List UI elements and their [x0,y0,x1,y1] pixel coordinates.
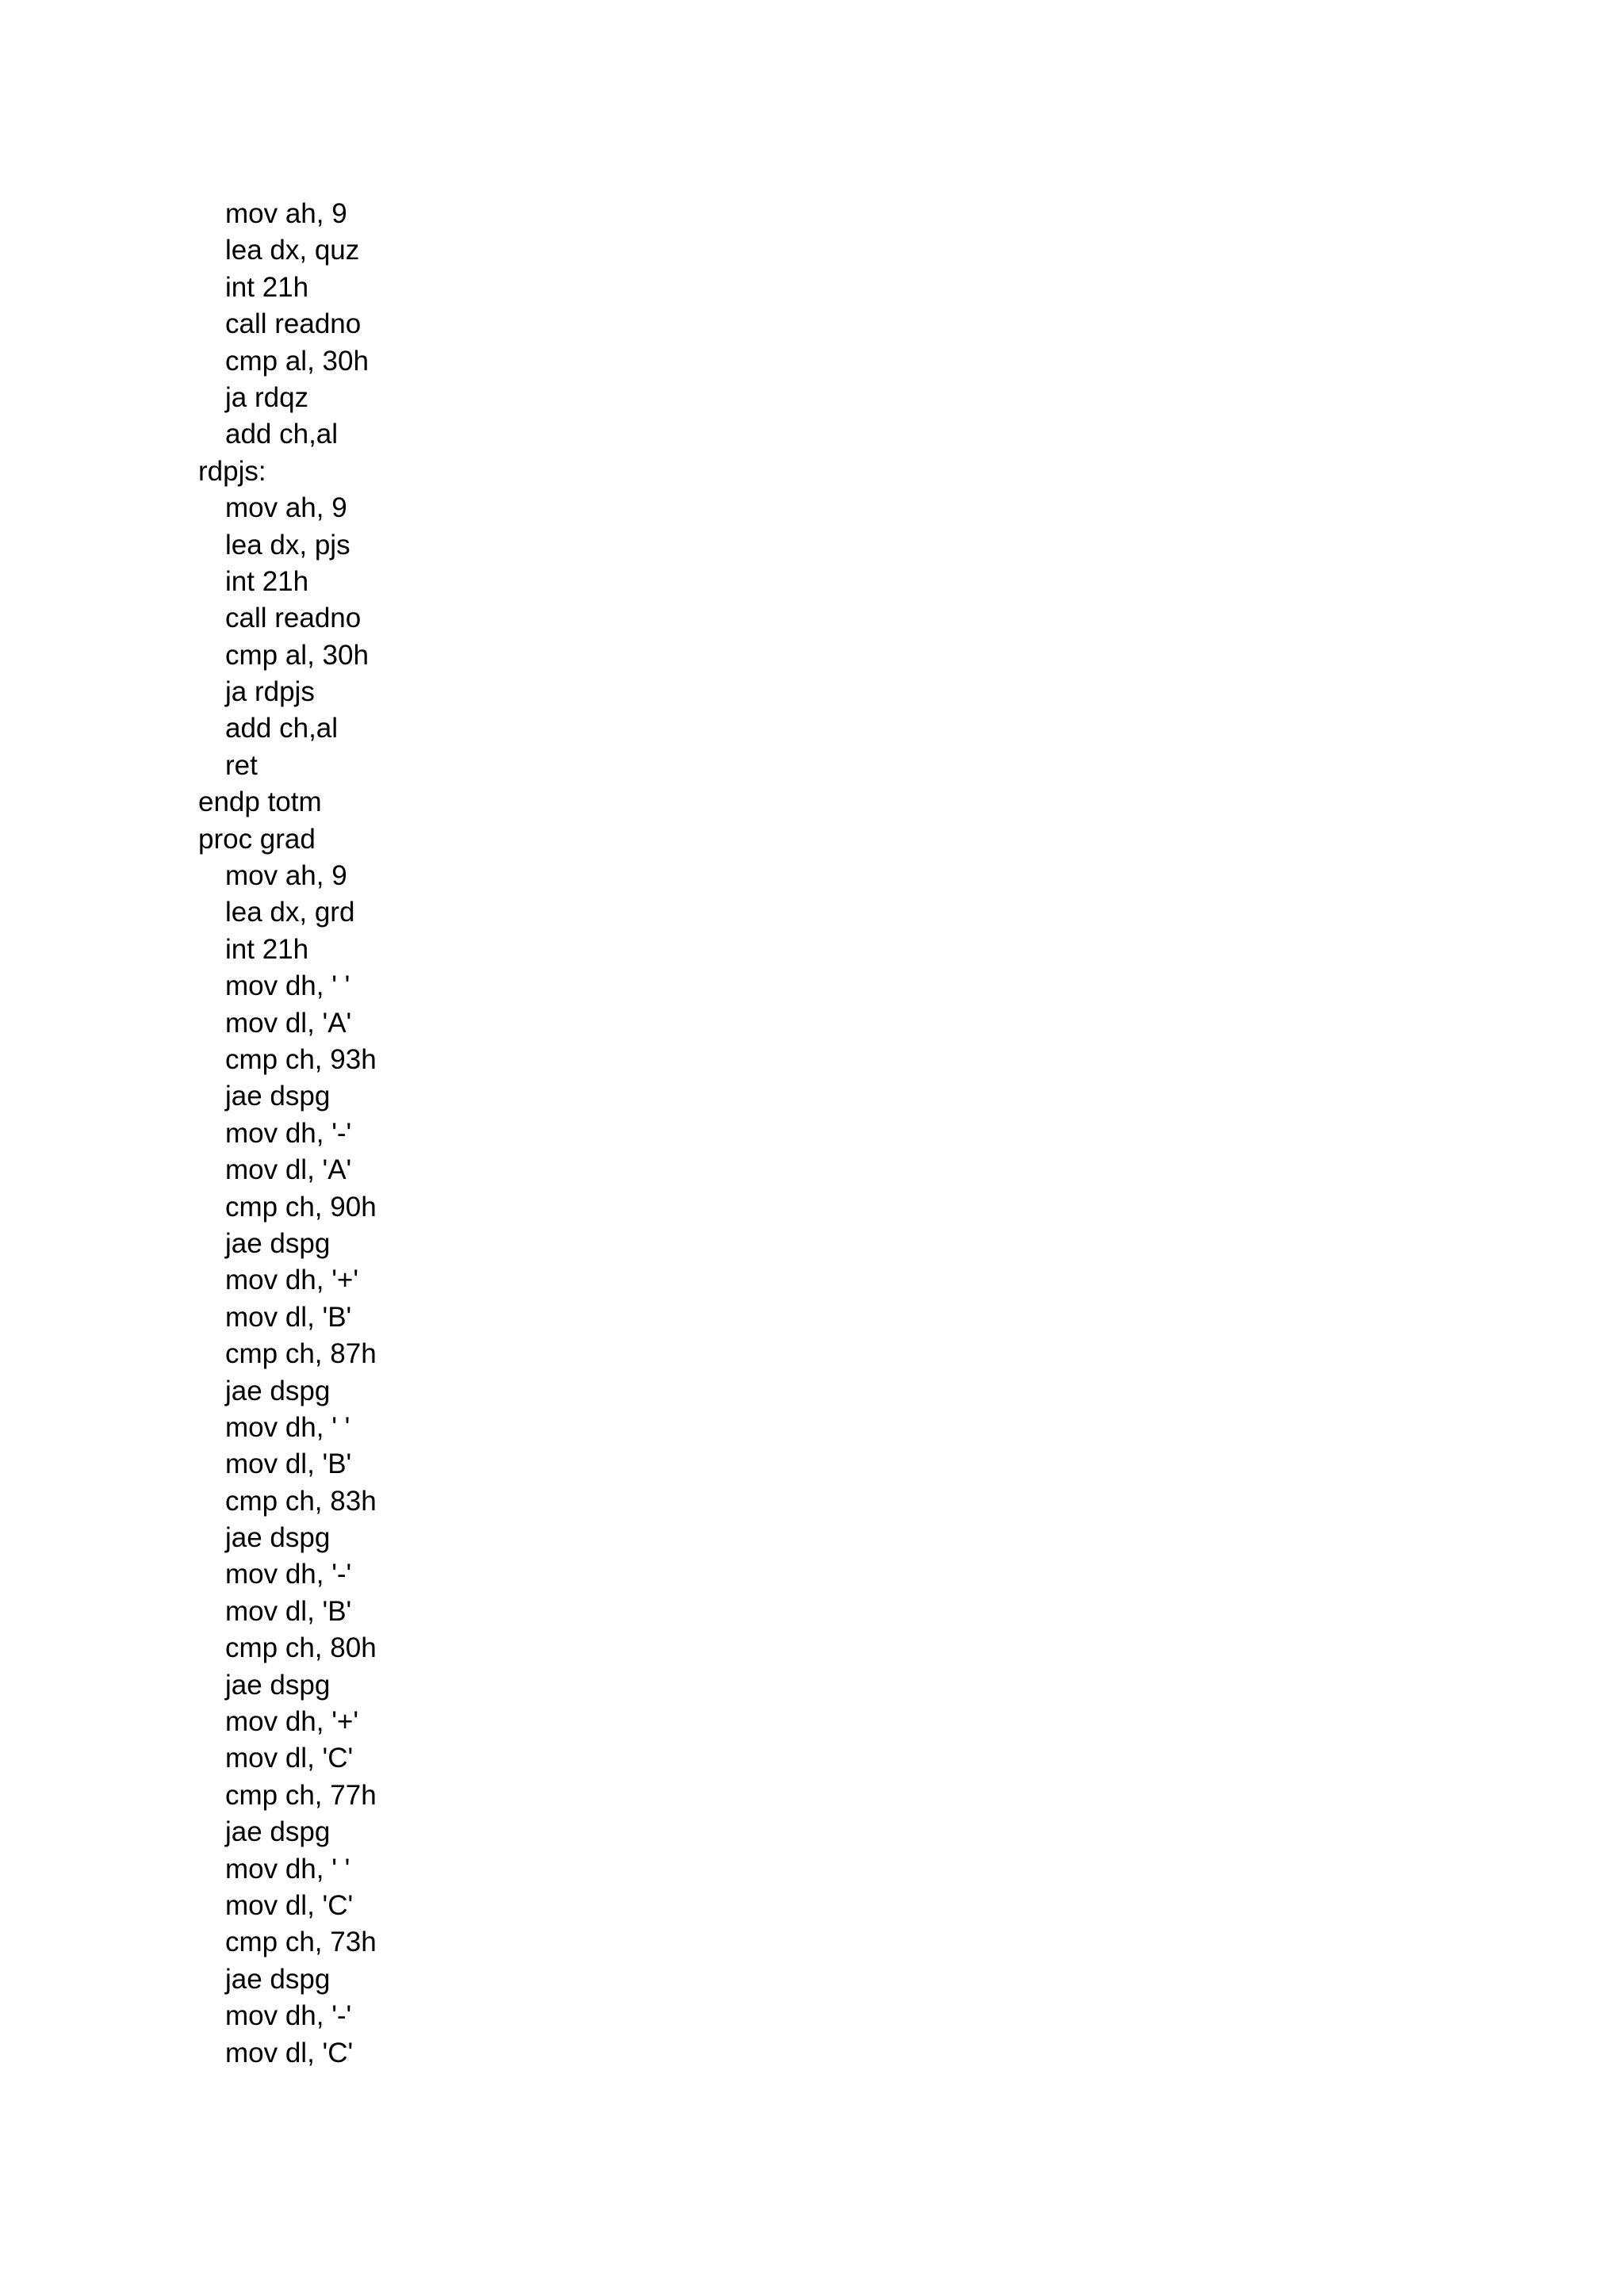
code-line: cmp ch, 73h [225,1927,377,1958]
code-line: cmp al, 30h [225,345,369,377]
code-line: call readno [225,308,362,340]
code-line: mov dl, 'C' [225,1889,354,1921]
code-line: cmp ch, 80h [225,1632,377,1664]
code-line: lea dx, quz [225,235,360,266]
code-line: mov dl, 'A' [225,1154,352,1186]
code-line: mov dh, '-' [225,2000,352,2032]
code-line: mov dh, ' ' [225,970,350,1002]
code-line: int 21h [225,565,309,597]
code-line: mov dl, 'A' [225,1007,352,1039]
code-line: ret [225,749,258,781]
code-line: ja rdqz [225,381,309,413]
code-label-line: rdpjs: [198,455,266,487]
code-label-line: proc grad [198,823,316,855]
code-line: mov ah, 9 [225,492,347,524]
code-line: add ch,al [225,419,339,450]
code-line: mov ah, 9 [225,198,347,229]
code-line: mov dh, '+' [225,1706,359,1738]
code-line: jae dspg [225,1081,331,1112]
code-line: cmp ch, 83h [225,1485,377,1517]
code-line: mov dl, 'B' [225,1301,352,1333]
code-line: add ch,al [225,713,339,744]
code-line: cmp ch, 90h [225,1191,377,1223]
code-line: call readno [225,603,362,634]
code-line: jae dspg [225,1227,331,1259]
code-listing [198,196,377,2072]
code-line: mov dl, 'C' [225,1743,354,1774]
code-line: ja rdpjs [225,676,315,708]
code-line: lea dx, pjs [225,529,350,561]
code-line: cmp ch, 77h [225,1779,377,1811]
code-line: lea dx, grd [225,897,355,928]
code-line: cmp ch, 93h [225,1043,377,1075]
code-line: mov dl, 'B' [225,1448,352,1480]
code-line: jae dspg [225,1669,331,1701]
code-label-line: endp totm [198,786,322,818]
code-line: int 21h [225,933,309,965]
code-line: mov ah, 9 [225,860,347,892]
code-line: mov dl, 'C' [225,2037,354,2068]
code-line: int 21h [225,271,309,303]
code-line: jae dspg [225,1375,331,1406]
code-line: jae dspg [225,1816,331,1848]
code-line: jae dspg [225,1522,331,1554]
code-line: mov dh, '-' [225,1117,352,1149]
code-line: cmp al, 30h [225,639,369,671]
code-line: mov dh, ' ' [225,1853,350,1885]
code-line: jae dspg [225,1963,331,1995]
code-line: cmp ch, 87h [225,1338,377,1370]
code-line: mov dh, '+' [225,1265,359,1296]
code-line: mov dh, ' ' [225,1411,350,1443]
code-line: mov dh, '-' [225,1559,352,1590]
code-line: mov dl, 'B' [225,1595,352,1627]
